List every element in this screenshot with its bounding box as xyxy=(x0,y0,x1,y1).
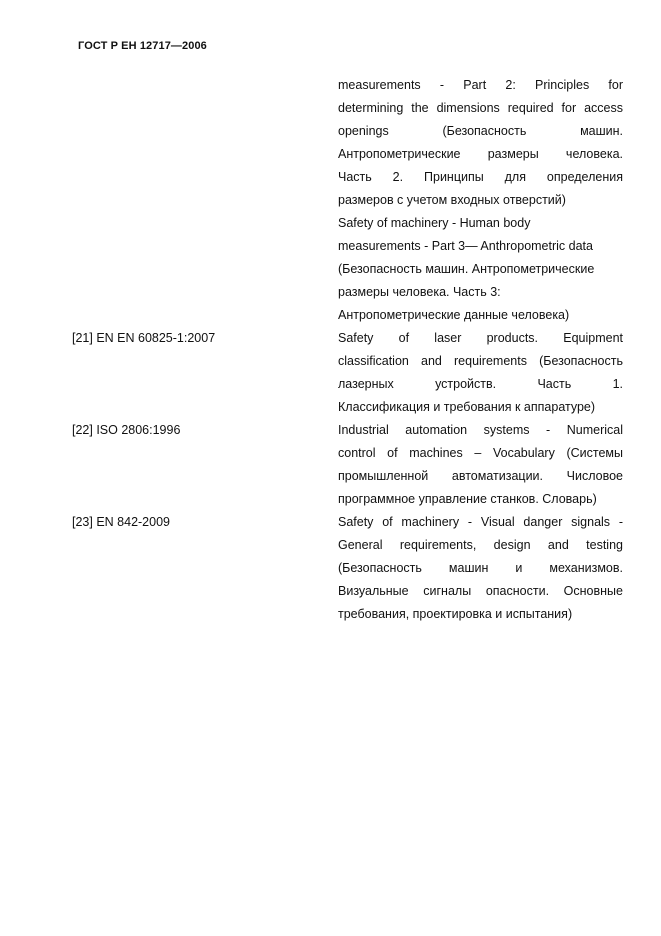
reference-entry xyxy=(72,74,623,327)
reference-entry xyxy=(72,511,623,626)
reference-text-line: (Безопасность машин. Антропометрические xyxy=(338,262,595,276)
reference-id: [21] EN EN 60825-1:2007 xyxy=(72,331,216,345)
reference-text-line: лазерных устройств. Часть 1. xyxy=(338,377,623,391)
reference-text-line: размеров с учетом входных отверстий) xyxy=(338,193,566,207)
reference-description xyxy=(338,74,623,327)
reference-id: [23] EN 842-2009 xyxy=(72,515,170,529)
reference-entry xyxy=(72,419,623,511)
reference-text-line: Safety of machinery - Human body xyxy=(338,216,531,230)
reference-text-line: программное управление станков. Словарь) xyxy=(338,492,597,506)
reference-text-line: Industrial automation systems - Numerical xyxy=(338,423,623,437)
reference-text-line: Часть 2. Принципы для определения xyxy=(338,170,623,184)
reference-text-line: measurements - Part 2: Principles for xyxy=(338,78,623,92)
reference-text-line: measurements - Part 3— Anthropometric data xyxy=(338,239,593,253)
reference-description xyxy=(338,327,623,419)
reference-text-line: Антропометрические размеры человека. xyxy=(338,147,623,161)
reference-entry xyxy=(72,327,623,419)
reference-text-line: Классификация и требования к аппаратуре) xyxy=(338,400,596,414)
reference-text-line: размеры человека. Часть 3: xyxy=(338,285,501,299)
document-header: ГОСТ Р ЕН 12717—2006 xyxy=(78,40,207,52)
reference-text-line: Safety of laser products. Equipment xyxy=(338,331,623,345)
reference-id: [22] ISO 2806:1996 xyxy=(72,423,181,437)
reference-text-line: control of machines – Vocabulary (Системы xyxy=(338,446,623,460)
reference-text-line: Safety of machinery - Visual danger signals - xyxy=(338,515,623,529)
reference-text-line: Антропометрические данные человека) xyxy=(338,308,570,322)
reference-text-line: determining the dimensions required for access xyxy=(338,101,623,115)
reference-text-line: промышленной автоматизации. Числовое xyxy=(338,469,623,483)
reference-text-line: openings (Безопасность машин. xyxy=(338,124,623,138)
reference-description xyxy=(338,511,623,626)
reference-description xyxy=(338,419,623,511)
reference-text-line: Визуальные сигналы опасности. Основные xyxy=(338,584,623,598)
reference-text-line: (Безопасность машин и механизмов. xyxy=(338,561,623,575)
reference-text-line: General requirements, design and testing xyxy=(338,538,623,552)
reference-text-line: classification and requirements (Безопасность xyxy=(338,354,623,368)
bibliography-list xyxy=(72,74,623,626)
reference-text-line: требования, проектировка и испытания) xyxy=(338,607,573,621)
